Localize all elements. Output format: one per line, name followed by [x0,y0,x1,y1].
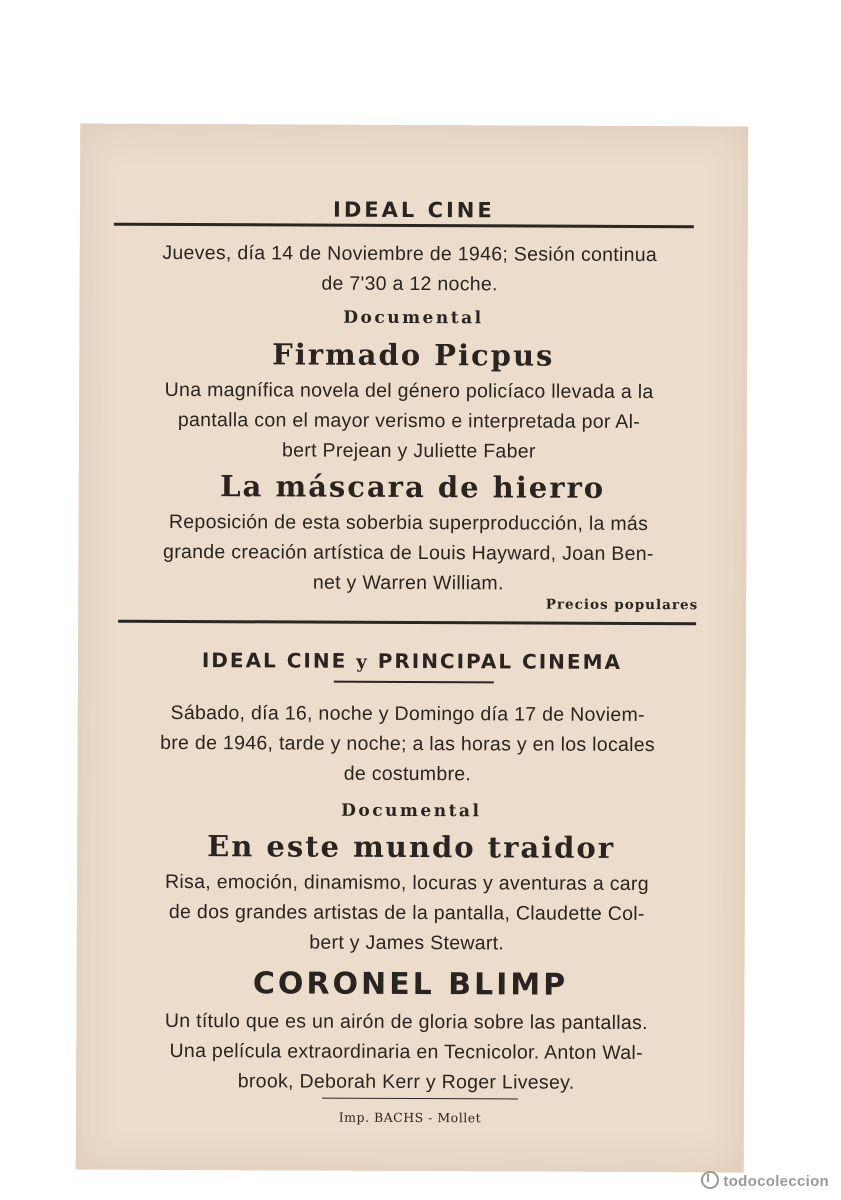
film-title-coronel-blimp: CORONEL BLIMP [252,966,569,1003]
watermark [701,1171,829,1190]
film-description-2 [108,507,708,600]
session-line: de 7'30 a 12 noche. [321,272,498,296]
header-conjunction: y [356,651,369,673]
cinema-header-1: IDEAL CINE [333,197,495,223]
description-line: Risa, emoción, dinamismo, locuras y aventuras a carg [165,870,649,896]
description-line: bert Prejean y Juliette Faber [281,439,536,463]
top-rule [114,223,694,229]
description-line: de dos grandes artistas de la pantalla, Claudette Col- [168,900,645,926]
description-line: Reposición de esta soberbia superproducción, la más [168,510,649,536]
session-line: Sábado, día 16, noche y Domingo día 17 de Noviem- [170,701,645,727]
film-description-1 [109,375,709,468]
film-description-3 [107,867,707,960]
section-label-documental-2: Documental [341,800,482,822]
description-line: bert y James Stewart. [309,931,505,955]
printer-credit: Imp. BACHS - Mollet [338,1109,482,1126]
film-title-firmado-picpus: Firmado Picpus [272,337,555,373]
cinema-header-2 [78,648,746,675]
description-line: grande creación artística de Louis Hayward, Joan Ben- [163,540,654,566]
film-description-4 [106,1006,706,1099]
watermark-text: todocoleccion [723,1173,829,1190]
header-cinema-2: PRINCIPAL CINEMA [377,648,623,674]
prices-note: Precios populares [545,596,699,614]
description-line: brook, Deborah Kerr y Roger Livesey. [237,1070,575,1094]
session-info-1 [110,238,710,301]
session-info-2 [107,698,707,791]
handbill-sheet [76,124,749,1173]
description-line: Un título que es un airón de gloria sobre las pantallas. [164,1009,648,1035]
header-underline [334,681,494,684]
middle-rule [118,620,696,626]
film-title-mascara-de-hierro: La máscara de hierro [220,469,606,505]
session-line: de costumbre. [343,762,472,786]
description-line: net y Warren William. [312,571,504,595]
description-line: Una película extraordinaria en Tecnicolor. Anton Wal- [169,1039,643,1065]
description-line: Una magnífica novela del género policíaco llevada a la [164,378,654,404]
session-line: bre de 1946, tarde y noche; a las horas y en los locales [160,731,656,757]
film-title-en-este-mundo-traidor: En este mundo traidor [207,829,616,865]
watermark-logo-icon [701,1171,719,1189]
header-cinema-1: IDEAL CINE [201,648,348,673]
section-label-documental-1: Documental [343,307,484,329]
description-line: pantalla con el mayor verismo e interpretada por Al- [177,408,641,433]
session-line: Jueves, día 14 de Noviembre de 1946; Sesión continua [162,241,658,267]
printer-rule [322,1098,518,1100]
